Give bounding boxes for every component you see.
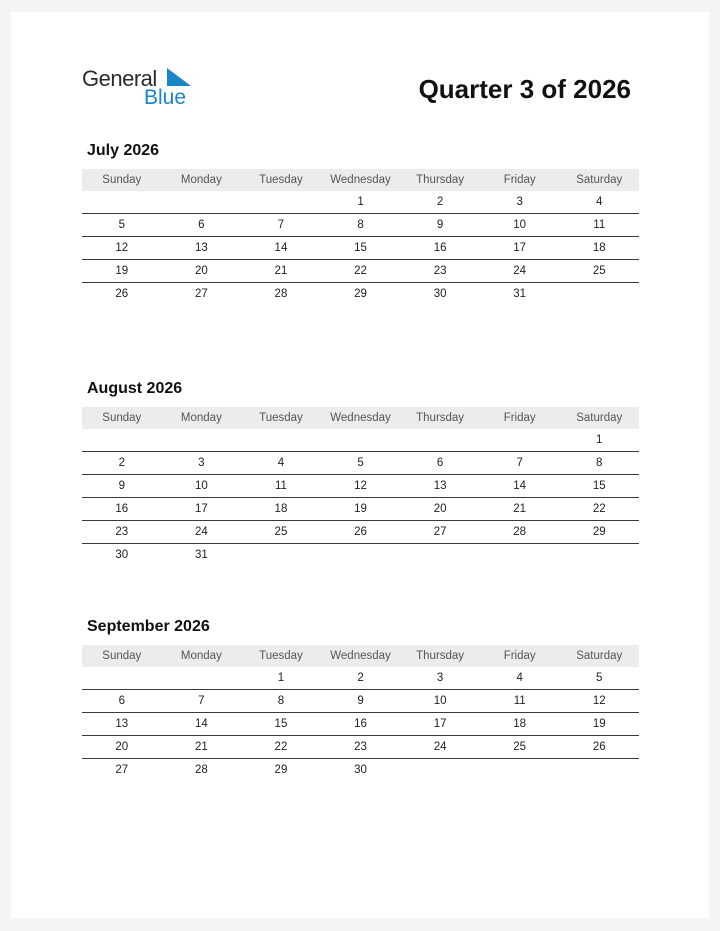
week-row [82, 283, 639, 306]
day-cell [162, 429, 242, 451]
calendar-grid [82, 407, 639, 567]
day-cell: 1 [277, 672, 285, 684]
day-cell: 22 [274, 741, 288, 753]
day-cell: 24 [194, 526, 208, 538]
weekday-label: Thursday [416, 174, 465, 186]
day-cell: 11 [513, 695, 526, 707]
day-cell: 16 [115, 503, 129, 515]
day-cell: 24 [433, 741, 447, 753]
day-cell: 17 [513, 242, 527, 254]
day-cell: 14 [194, 718, 208, 730]
day-cell: 31 [194, 549, 208, 561]
day-cell: 9 [118, 480, 125, 492]
month-title: July 2026 [87, 142, 160, 159]
day-cell: 28 [274, 288, 288, 300]
day-cell: 22 [592, 503, 606, 515]
day-cell: 9 [436, 219, 444, 231]
day-cell: 21 [274, 265, 288, 277]
day-cell: 10 [194, 480, 208, 492]
day-cell: 23 [115, 526, 129, 538]
day-cell [559, 544, 639, 567]
day-cell: 11 [274, 480, 287, 492]
day-cell: 12 [592, 695, 606, 707]
day-cell: 7 [277, 219, 285, 231]
day-cell: 23 [354, 741, 367, 753]
day-cell: 24 [513, 265, 527, 277]
week-row [82, 690, 639, 713]
week-row [82, 713, 639, 736]
day-cell: 1 [596, 434, 603, 446]
weekday-label: Tuesday [259, 174, 303, 186]
weekday-label: Saturday [576, 174, 623, 186]
day-cell: 5 [596, 672, 603, 684]
weekday-label: Friday [503, 650, 536, 662]
day-cell: 27 [115, 764, 129, 776]
day-cell: 25 [274, 526, 288, 538]
weekday-label: Tuesday [259, 412, 303, 424]
day-cell: 2 [118, 457, 125, 469]
day-cell: 9 [357, 695, 364, 707]
week-row [82, 759, 639, 782]
day-cell: 12 [115, 242, 129, 254]
month-title: September 2026 [87, 618, 210, 635]
weekday-label: Thursday [416, 412, 465, 424]
day-cell: 13 [115, 718, 129, 730]
week-row [82, 498, 639, 521]
day-cell: 6 [436, 457, 444, 469]
day-cell: 14 [274, 242, 288, 254]
day-cell [321, 429, 401, 451]
weekday-label: Monday [180, 650, 222, 662]
day-cell: 10 [513, 219, 527, 231]
day-cell [480, 544, 560, 567]
day-cell: 8 [277, 695, 285, 707]
day-cell [241, 429, 321, 451]
day-cell: 20 [115, 741, 129, 753]
day-cell: 21 [194, 741, 208, 753]
day-cell: 21 [513, 503, 527, 515]
logo-text-blue: Blue [144, 86, 187, 109]
week-row [82, 429, 639, 452]
day-cell [400, 759, 480, 782]
day-cell: 27 [433, 526, 447, 538]
month-title: August 2026 [87, 380, 183, 397]
day-cell: 29 [354, 288, 367, 300]
day-cell [480, 429, 560, 451]
day-cell: 19 [115, 265, 129, 277]
weekday-label: Wednesday [330, 412, 391, 424]
calendar-grid [82, 645, 639, 782]
day-cell: 4 [596, 196, 603, 208]
day-cell [241, 544, 321, 567]
day-cell: 30 [433, 288, 447, 300]
logo-text-general: General [82, 66, 157, 91]
day-cell: 6 [118, 695, 125, 707]
day-cell: 7 [516, 457, 523, 469]
day-cell: 30 [115, 549, 129, 561]
day-cell [162, 191, 242, 213]
weekday-header-row [82, 407, 639, 429]
week-row [82, 260, 639, 283]
day-cell: 11 [593, 219, 606, 231]
day-cell: 25 [513, 741, 527, 753]
weekday-label: Monday [180, 412, 222, 424]
day-cell [480, 759, 560, 782]
day-cell: 22 [354, 265, 367, 277]
day-cell [321, 544, 401, 567]
day-cell: 15 [592, 480, 606, 492]
calendar-page [11, 12, 709, 918]
day-cell: 14 [513, 480, 527, 492]
day-cell: 3 [198, 457, 205, 469]
day-cell: 28 [513, 526, 527, 538]
day-cell: 18 [513, 718, 527, 730]
day-cell: 19 [592, 718, 606, 730]
day-cell: 5 [357, 457, 364, 469]
weekday-label: Wednesday [330, 650, 391, 662]
day-cell [241, 191, 321, 213]
day-cell: 2 [436, 196, 444, 208]
day-cell [559, 759, 639, 782]
day-cell: 30 [354, 764, 367, 776]
weekday-label: Sunday [102, 650, 142, 662]
generalblue-logo [82, 66, 202, 122]
day-cell [400, 429, 480, 451]
day-cell: 19 [354, 503, 367, 515]
day-cell: 29 [274, 764, 288, 776]
day-cell [82, 191, 162, 213]
day-cell: 4 [277, 457, 285, 469]
day-cell [162, 667, 242, 689]
day-cell [82, 429, 162, 451]
day-cell: 6 [198, 219, 205, 231]
day-cell: 31 [513, 288, 527, 300]
day-cell: 16 [433, 242, 447, 254]
page-title: Quarter 3 of 2026 [418, 74, 631, 104]
day-cell: 8 [596, 457, 603, 469]
week-row [82, 214, 639, 237]
day-cell: 17 [433, 718, 447, 730]
week-row [82, 521, 639, 544]
day-cell [400, 544, 480, 567]
day-cell: 4 [516, 672, 523, 684]
weekday-label: Saturday [576, 650, 623, 662]
day-cell: 23 [433, 265, 447, 277]
day-cell: 26 [115, 288, 129, 300]
day-cell: 3 [436, 672, 444, 684]
weekday-label: Monday [180, 174, 222, 186]
day-cell: 12 [354, 480, 367, 492]
day-cell: 26 [354, 526, 367, 538]
day-cell: 13 [433, 480, 447, 492]
week-row [82, 544, 639, 567]
weekday-label: Sunday [102, 174, 142, 186]
weekday-label: Friday [503, 174, 536, 186]
day-cell [559, 283, 639, 306]
day-cell: 18 [592, 242, 606, 254]
day-cell: 3 [516, 196, 523, 208]
day-cell: 15 [354, 242, 367, 254]
week-row [82, 237, 639, 260]
day-cell [82, 667, 162, 689]
weekday-label: Wednesday [330, 174, 391, 186]
week-row [82, 736, 639, 759]
day-cell: 15 [274, 718, 288, 730]
weekday-label: Sunday [102, 412, 142, 424]
weekday-label: Thursday [416, 650, 465, 662]
week-row [82, 191, 639, 214]
day-cell: 29 [592, 526, 606, 538]
day-cell: 5 [118, 219, 125, 231]
day-cell: 2 [357, 672, 364, 684]
day-cell: 7 [198, 695, 205, 707]
weekday-label: Friday [503, 412, 536, 424]
day-cell: 20 [433, 503, 447, 515]
calendar-grid [82, 169, 639, 306]
week-row [82, 475, 639, 498]
day-cell: 10 [433, 695, 447, 707]
weekday-label: Tuesday [259, 650, 303, 662]
day-cell: 18 [274, 503, 288, 515]
weekday-header-row [82, 169, 639, 191]
day-cell: 26 [592, 741, 606, 753]
day-cell: 20 [194, 265, 208, 277]
day-cell: 1 [357, 196, 364, 208]
day-cell: 8 [357, 219, 364, 231]
day-cell: 28 [194, 764, 208, 776]
day-cell: 16 [354, 718, 367, 730]
day-cell: 27 [194, 288, 208, 300]
weekday-label: Saturday [576, 412, 623, 424]
weekday-header-row [82, 645, 639, 667]
week-row [82, 452, 639, 475]
day-cell: 25 [592, 265, 606, 277]
day-cell: 17 [194, 503, 208, 515]
day-cell: 13 [194, 242, 208, 254]
week-row [82, 667, 639, 690]
